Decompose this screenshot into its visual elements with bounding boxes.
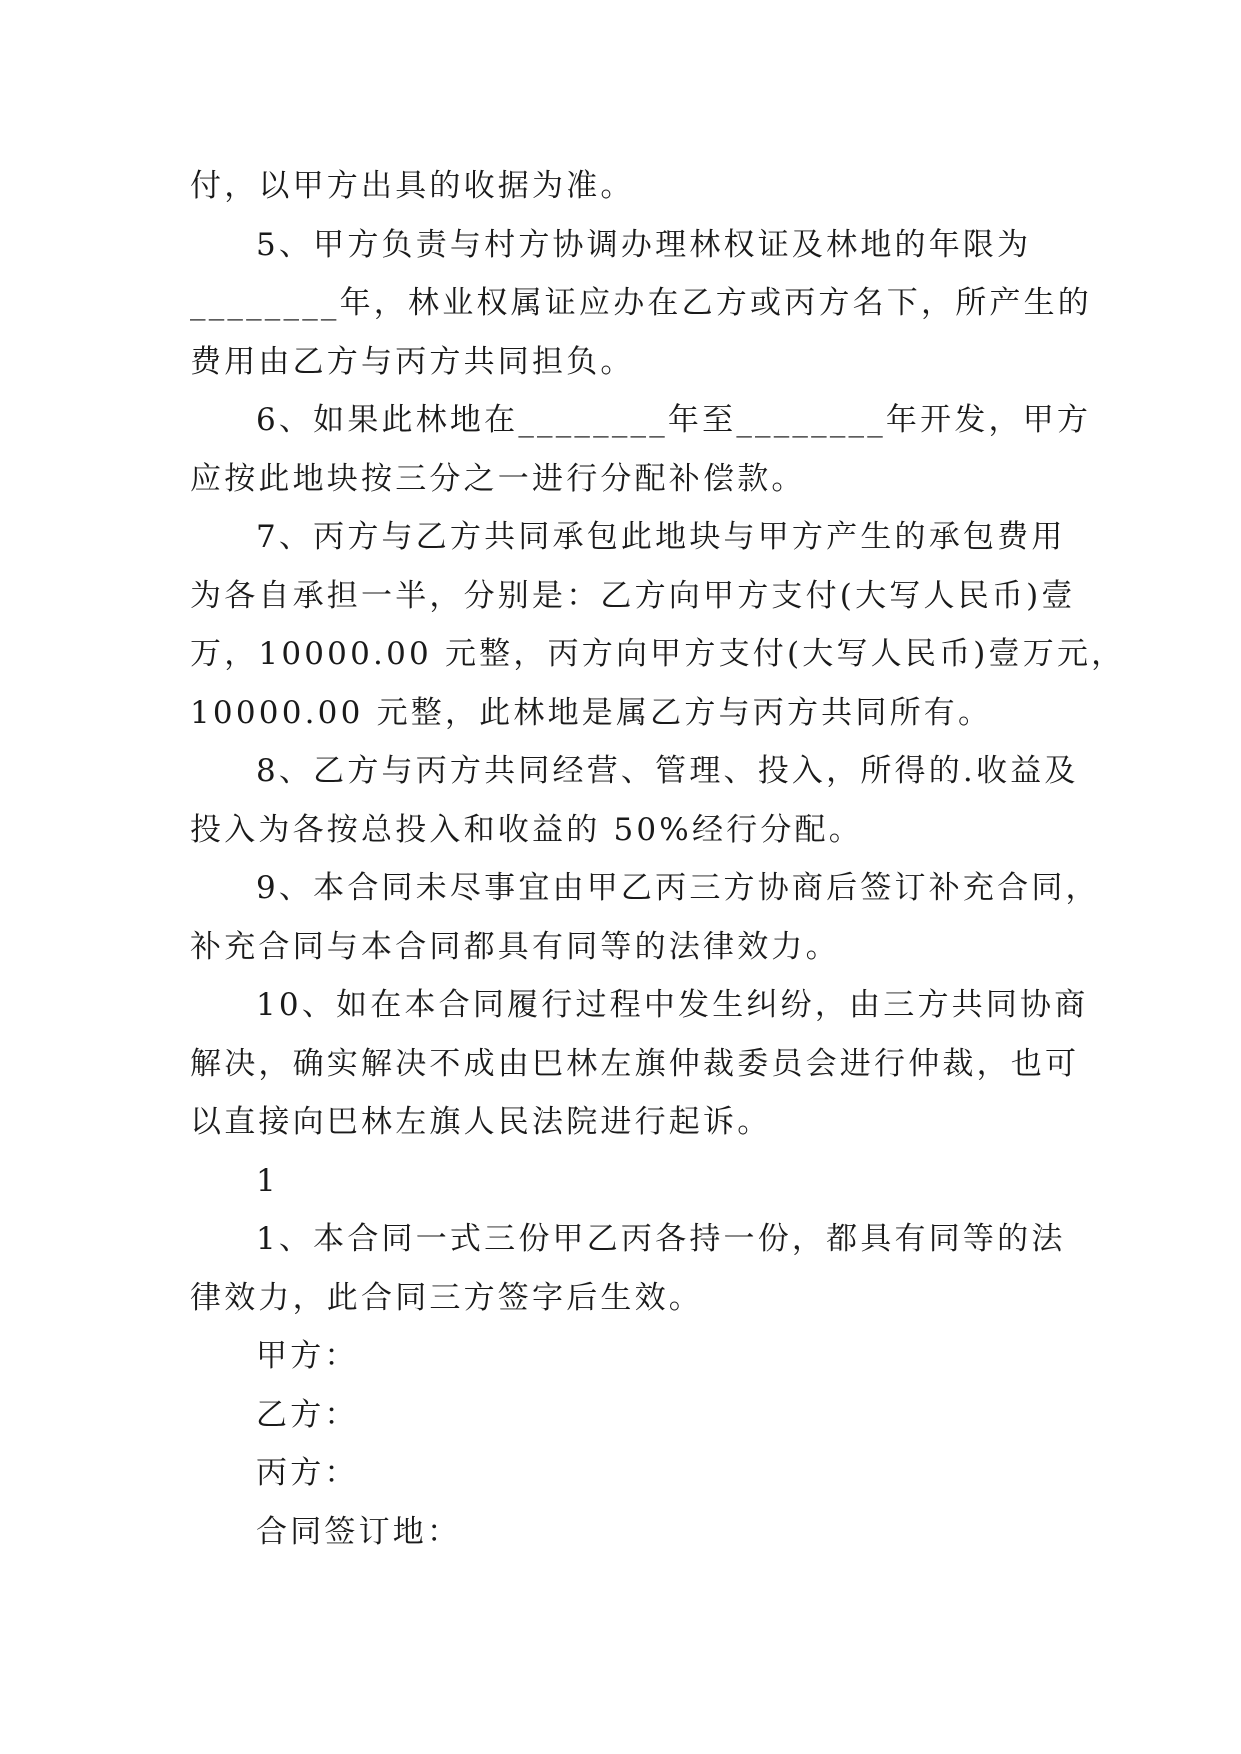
- clause-10-line-1: 10、如在本合同履行过程中发生纠纷，由三方共同协商: [256, 987, 1089, 1023]
- contract-body: [190, 157, 1126, 1561]
- clause-7-line-4: 10000.00 元整，此林地是属乙方与丙方共同所有。: [190, 694, 993, 731]
- clause-8-line-2: 投入为各按总投入和收益的 50%经行分配。: [190, 811, 863, 848]
- party-a-signature-label: 甲方：: [256, 1338, 359, 1374]
- clause-7-line-1: 7、丙方与乙方共同承包此地块与甲方产生的承包费用: [256, 519, 1066, 555]
- clause-10-line-3: 以直接向巴林左旗人民法院进行起诉。: [190, 1104, 772, 1140]
- clause-7-line-2: 为各自承担一半，分别是：乙方向甲方支付(大写人民币)壹: [190, 577, 1076, 614]
- clause-9-line-1: 9、本合同未尽事宜由甲乙丙三方协商后签订补充合同，: [256, 870, 1100, 906]
- party-b-signature-label: 乙方：: [256, 1396, 359, 1433]
- clause-9-line-2: 补充合同与本合同都具有同等的法律效力。: [190, 928, 840, 965]
- clause-11-line-2: 律效力，此合同三方签字后生效。: [190, 1279, 703, 1316]
- party-c-signature-label: 丙方：: [256, 1455, 359, 1491]
- clause-11-line-1: 1、本合同一式三份甲乙丙各持一份，都具有同等的法: [256, 1221, 1066, 1257]
- clause-5-line-2: ________年，林业权属证应办在乙方或丙方名下，所产生的: [190, 285, 1092, 321]
- signing-place-label: 合同签订地：: [256, 1513, 462, 1550]
- clause-6-line-2: 应按此地块按三分之一进行分配补偿款。: [190, 460, 806, 497]
- clause-11-number-line: 1: [256, 1162, 279, 1199]
- clause-6-line-1: 6、如果此林地在________年至________年开发，甲方: [256, 402, 1092, 438]
- clause-10-line-2: 解决，确实解决不成由巴林左旗仲裁委员会进行仲裁，也可: [190, 1045, 1080, 1082]
- clause-5-line-1: 5、甲方负责与村方协调办理林权证及林地的年限为: [256, 226, 1032, 263]
- clause-5-line-3: 费用由乙方与丙方共同担负。: [190, 343, 635, 380]
- text-line: 付，以甲方出具的收据为准。: [190, 168, 635, 204]
- clause-8-line-1: 8、乙方与丙方共同经营、管理、投入，所得的.收益及: [256, 753, 1079, 789]
- clause-7-line-3: 万，10000.00 元整，丙方向甲方支付(大写人民币)壹万元，: [190, 636, 1126, 672]
